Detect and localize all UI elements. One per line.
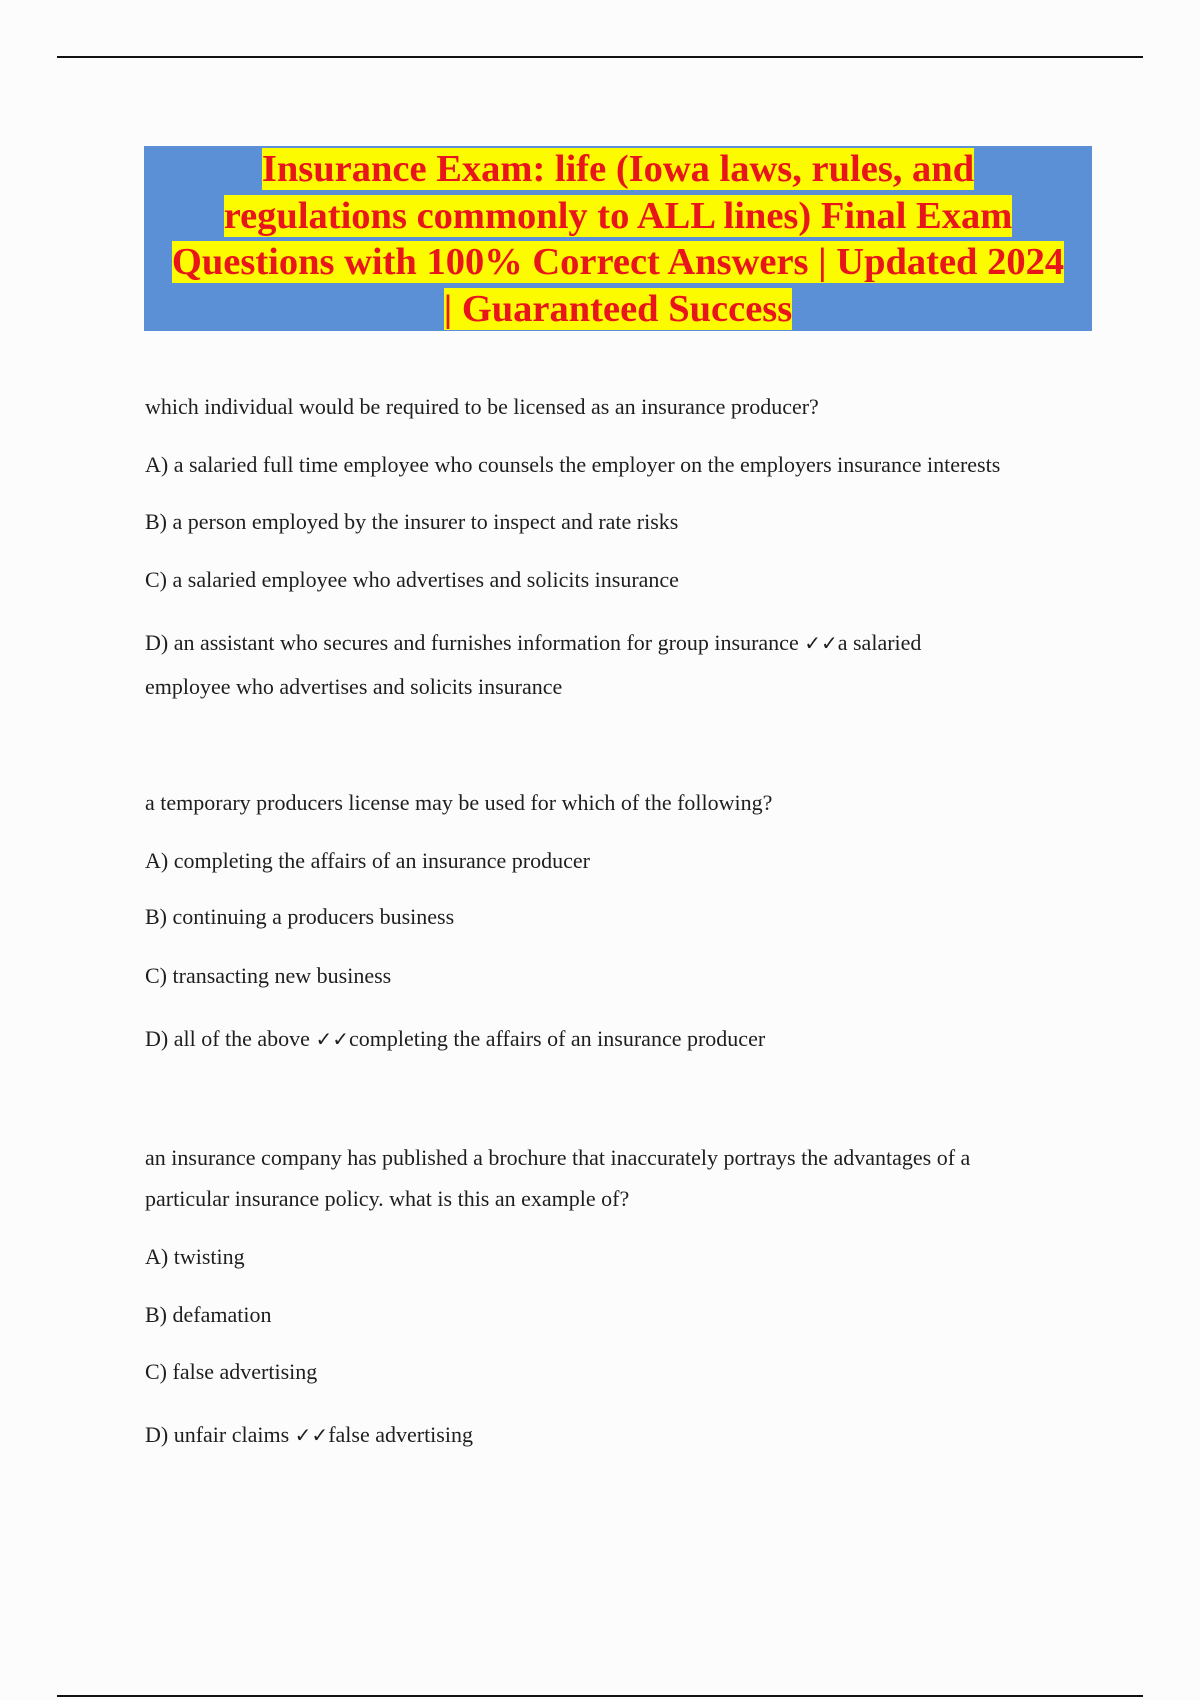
question-3-text-line-1: an insurance company has published a brochure that inaccurately portrays the advantages of a [145, 1145, 971, 1170]
title-line: Insurance Exam: life (Iowa laws, rules, and [261, 148, 975, 190]
question-3-option-c: C) false advertising [145, 1359, 318, 1384]
answer-check-icon: ✓✓ [294, 1423, 329, 1447]
question-2-option-b: B) continuing a producers business [145, 904, 455, 929]
question-1-option-b: B) a person employed by the insurer to inspect and rate risks [145, 509, 679, 534]
title-line: regulations commonly to ALL lines) Final Exam [223, 194, 1013, 237]
question-2-option-c: C) transacting new business [145, 963, 392, 988]
title-line: | Guaranteed Success [443, 287, 793, 330]
question-1-option-a: A) a salaried full time employee who counsels the employer on the employers insurance interests [145, 452, 1001, 477]
answer-text: completing the affairs of an insurance producer [348, 1026, 766, 1051]
top-rule [57, 56, 1143, 58]
question-3-option-d-with-answer [145, 1422, 473, 1448]
bottom-rule [57, 1695, 1143, 1697]
answer-check-icon: ✓✓ [315, 1027, 349, 1051]
question-3-option-a: A) twisting [145, 1244, 245, 1269]
question-2-option-a: A) completing the affairs of an insurance producer [145, 848, 590, 873]
option-d-text: D) unfair claims [145, 1422, 290, 1447]
title-line: Questions with 100% Correct Answers | Updated 2024 [171, 241, 1065, 283]
question-1-answer-continued: employee who advertises and solicits insurance [145, 674, 563, 699]
question-1-text: which individual would be required to be licensed as an insurance producer? [145, 394, 819, 419]
question-3-option-b: B) defamation [145, 1302, 272, 1327]
question-2-text: a temporary producers license may be used for which of the following? [145, 790, 773, 815]
option-d-text: D) an assistant who secures and furnishes information for group insurance [145, 630, 799, 655]
document-title [144, 146, 1092, 332]
answer-check-icon: ✓✓ [804, 631, 838, 655]
answer-text: false advertising [328, 1422, 473, 1447]
option-d-text: D) all of the above [145, 1026, 310, 1051]
question-1-option-c: C) a salaried employee who advertises and solicits insurance [145, 567, 679, 592]
question-1-option-d-with-answer [145, 630, 921, 656]
question-2-option-d-with-answer [145, 1026, 765, 1052]
answer-text: a salaried [837, 630, 922, 655]
question-3-text-line-2: particular insurance policy. what is this an example of? [145, 1186, 630, 1211]
title-banner [144, 146, 1092, 331]
